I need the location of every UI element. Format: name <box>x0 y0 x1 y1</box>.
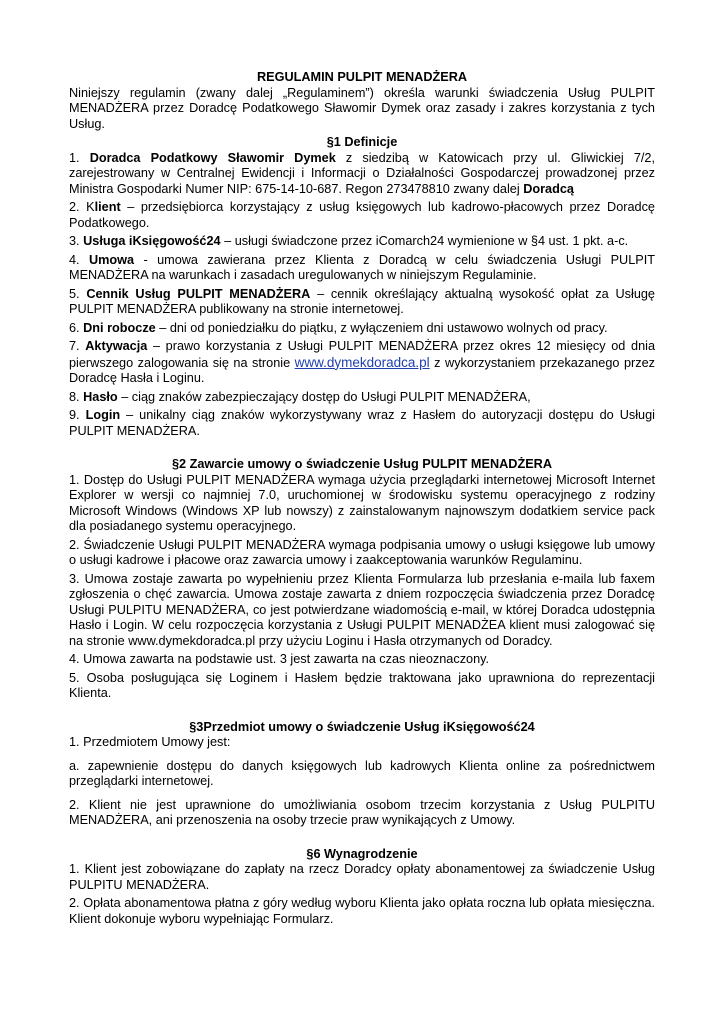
section-2-paragraph: 3. Umowa zostaje zawarta po wypełnieniu przez Klienta Formularza lub przesłania e-maila lub faxem zgłoszenia o chęć zawarcia. Umowa zostaje zawarta z dniem rozpoczęcia świadczenia przez Doradcę Usługi PULPITU MENADŻERA, co jest potwierdzane wiadomością e-mail, w której Doradca udostępnia Hasło i Login. W celu rozpoczęcia korzystania z Usługi PULPIT MENADŻEA klient musi zalogować się na stronie www.dymekdoradca.pl przy użyciu Loginu i Hasła otrzymanych od Doradcy. <box>69 571 655 648</box>
definition-number: 4. <box>69 252 89 267</box>
definition-8 <box>69 390 655 406</box>
definition-7 <box>69 339 655 387</box>
definition-4 <box>69 253 655 284</box>
document-content <box>69 70 655 930</box>
definition-number: 8. <box>69 389 84 404</box>
section-2-paragraph: 2. Świadczenie Usługi PULPIT MENADŻERA wymaga podpisania umowy o usługi księgowe lub umowy o usługi kadrowe i płacowe oraz zawarcia umowy i zaakceptowania warunków Regulaminu. <box>69 537 655 567</box>
section-3-paragraph: 2. Klient nie jest uprawnione do umożliwiania osobom trzecim korzystania z Usług PULPITU MENADŻERA, ani przenoszenia na osoby trzecie praw wynikających z Umowy. <box>69 797 655 827</box>
document-title: REGULAMIN PULPIT MENADŻERA <box>256 70 468 84</box>
section-3-paragraph: 1. Przedmiotem Umowy jest: <box>69 735 231 749</box>
definition-term: Doradcą <box>523 181 574 196</box>
section-2-heading: §2 Zawarcie umowy o świadczenie Usług PULPIT MENADŻERA <box>171 457 552 471</box>
definition-term: Dni robocze <box>83 320 156 335</box>
section-6-paragraph: 2. Opłata abonamentowa płatna z góry według wyboru Klienta jako opłata roczna lub opłata miesięczna. Klient dokonuje wyboru wypełniając Formularz. <box>69 896 655 926</box>
definition-text: – prawo korzystania z Usługi PULPIT MENADŻERA przez okres 12 miesięcy od dnia pierwszego zalogowania się na stronie <box>69 339 656 370</box>
section-6-paragraph: 1. Klient jest zobowiązane do zapłaty na rzecz Doradcy opłaty abonamentowej za świadczenie Usług PULPITU MENADŻERA. <box>69 862 655 892</box>
definition-3 <box>69 234 655 250</box>
definition-text: – cennik określający aktualną wysokość opłat za Usługę PULPIT MENADŻERA publikowany na stronie internetowej. <box>69 286 655 316</box>
definition-text: – usługi świadczone przez iComarch24 wymienione w §4 ust. 1 pkt. a-c. <box>220 234 629 248</box>
definition-1 <box>69 151 655 198</box>
definition-number: 3. <box>69 234 84 248</box>
definition-text: - umowa zawierana przez Klienta z Doradcą w celu świadczenia Usługi PULPIT MENADŻERA na warunkach i zasadach uregulowanych w niniejszym Regulaminie. <box>69 252 655 282</box>
definition-term: Login <box>85 408 121 422</box>
section-3-paragraph: a. zapewnienie dostępu do danych księgowych lub kadrowych Klienta online za pośrednictwem przeglądarki internetowej. <box>69 758 655 788</box>
definition-term: Usługa iKsięgowość24 <box>83 234 221 248</box>
definition-text: – przedsiębiorca korzystający z usług księgowych lub kadrowo-płacowych przez Doradcę Podatkowego. <box>69 200 655 230</box>
section-1-heading: §1 Definicje <box>326 135 398 149</box>
intro-paragraph: Niniejszy regulamin (zwany dalej „Regulaminem”) określa warunki świadczenia Usług PULPIT MENADŻERA przez Doradcę Podatkowego Sławomir Dymek oraz zasady i zakres korzystania z tych Usług. <box>69 85 655 131</box>
definition-term: Umowa <box>88 252 135 267</box>
section-3-heading: §3Przedmiot umowy o świadczenie Usług iKsięgowość24 <box>189 719 535 734</box>
definition-5 <box>69 287 655 318</box>
definition-number: 6. <box>69 320 84 335</box>
definition-number: 9. <box>69 408 86 422</box>
definition-term: Aktywacja <box>85 339 148 353</box>
definition-text: z wykorzystaniem przekazanego przez Doradcę Hasła i Loginu. <box>69 355 656 385</box>
section-2-paragraph: 5. Osoba posługująca się Loginem i Hasłem będzie traktowana jako uprawniona do reprezentacji Klienta. <box>69 670 655 700</box>
section-2-paragraph: 1. Dostęp do Usługi PULPIT MENADŻERA wymaga użycia przeglądarki internetowej Microsoft Internet Explorer w wersji co najmniej 7.0, uruchomionej w środowisku systemu operacyjnego z rodziny Microsoft Windows (Windows XP lub nowszy) z zainstalowanym najnowszym dodatkiem service pack dla posiadanego systemu operacyjnego. <box>69 472 655 533</box>
definition-text: – unikalny ciąg znaków wykorzystywany wraz z Hasłem do autoryzacji dostępu do Usługi PULPIT MENADŻERA. <box>69 408 655 438</box>
definition-text: z siedzibą w Katowicach przy ul. Gliwickiej 7/2, zarejestrowany w Centralnej Ewidencji i Informacji o Działalności Gospodarczej prowadzonej przez Ministra Gospodarki Numer NIP: 675-14-10-687. Regon 273478810 zwany dalej <box>69 150 656 196</box>
definition-text: – ciąg znaków zabezpieczający dostęp do Usługi PULPIT MENADŻERA, <box>117 389 531 404</box>
definition-term: Cennik Usług PULPIT MENADŻERA <box>86 286 311 301</box>
definition-term: lient <box>94 200 121 214</box>
definition-2 <box>69 200 655 231</box>
definition-number: 2. K <box>69 200 95 214</box>
section-2-paragraph: 4. Umowa zawarta na podstawie ust. 3 jest zawarta na czas nieoznaczony. <box>69 652 490 666</box>
section-6-heading: §6 Wynagrodzenie <box>306 846 418 861</box>
definition-number: 7. <box>69 339 86 353</box>
definition-text: – dni od poniedziałku do piątku, z wyłączeniem dni ustawowo wolnych od pracy. <box>155 320 608 335</box>
website-link[interactable]: www.dymekdoradca.pl <box>294 354 430 370</box>
definition-number: 1. <box>69 150 90 165</box>
definition-6 <box>69 321 655 337</box>
definition-number: 5. <box>69 286 87 301</box>
definition-9 <box>69 408 655 439</box>
definition-term: Hasło <box>83 389 118 404</box>
definition-term: Doradca Podatkowy Sławomir Dymek <box>89 150 336 165</box>
